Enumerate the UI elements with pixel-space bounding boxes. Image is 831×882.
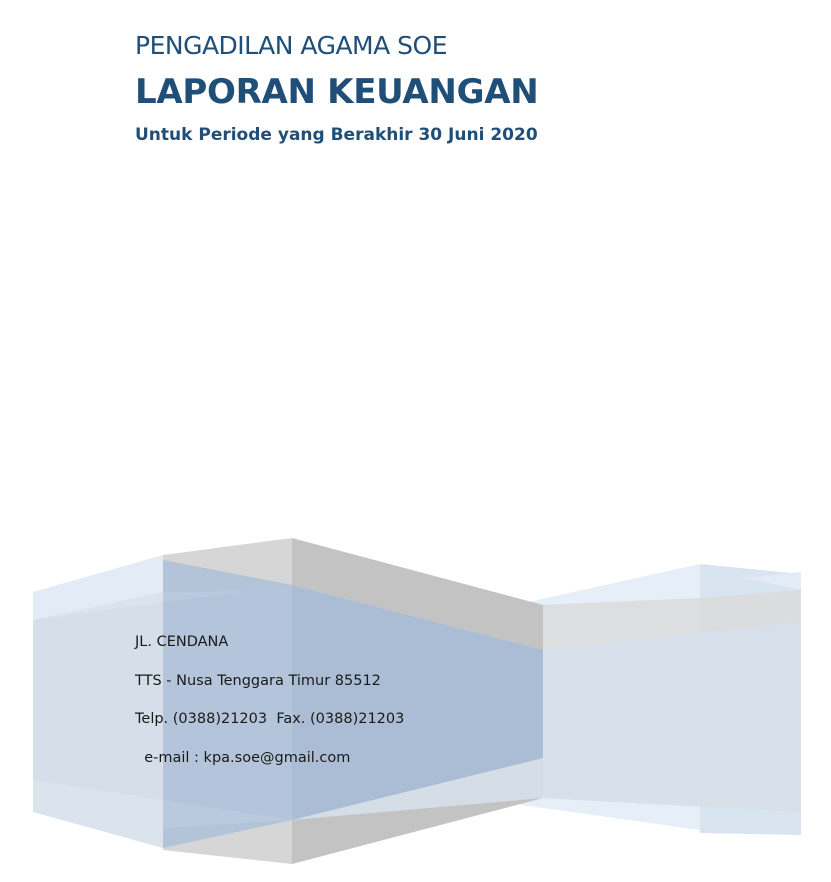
report-title: LAPORAN KEUANGAN	[135, 72, 539, 112]
contact-address-block	[135, 631, 404, 785]
report-period: Untuk Periode yang Berakhir 30 Juni 2020	[135, 125, 538, 145]
phone-fax: Telp. (0388)21203 Fax. (0388)21203	[135, 711, 405, 727]
email-address: e-mail : kpa.soe@gmail.com	[135, 749, 351, 766]
address-city: TTS - Nusa Tenggara Timur 85512	[135, 672, 381, 689]
address-street: JL. CENDANA	[135, 634, 229, 650]
cover-header	[135, 30, 538, 146]
organization-name: PENGADILAN AGAMA SOE	[135, 31, 448, 60]
decorative-band-graphic	[0, 530, 831, 880]
